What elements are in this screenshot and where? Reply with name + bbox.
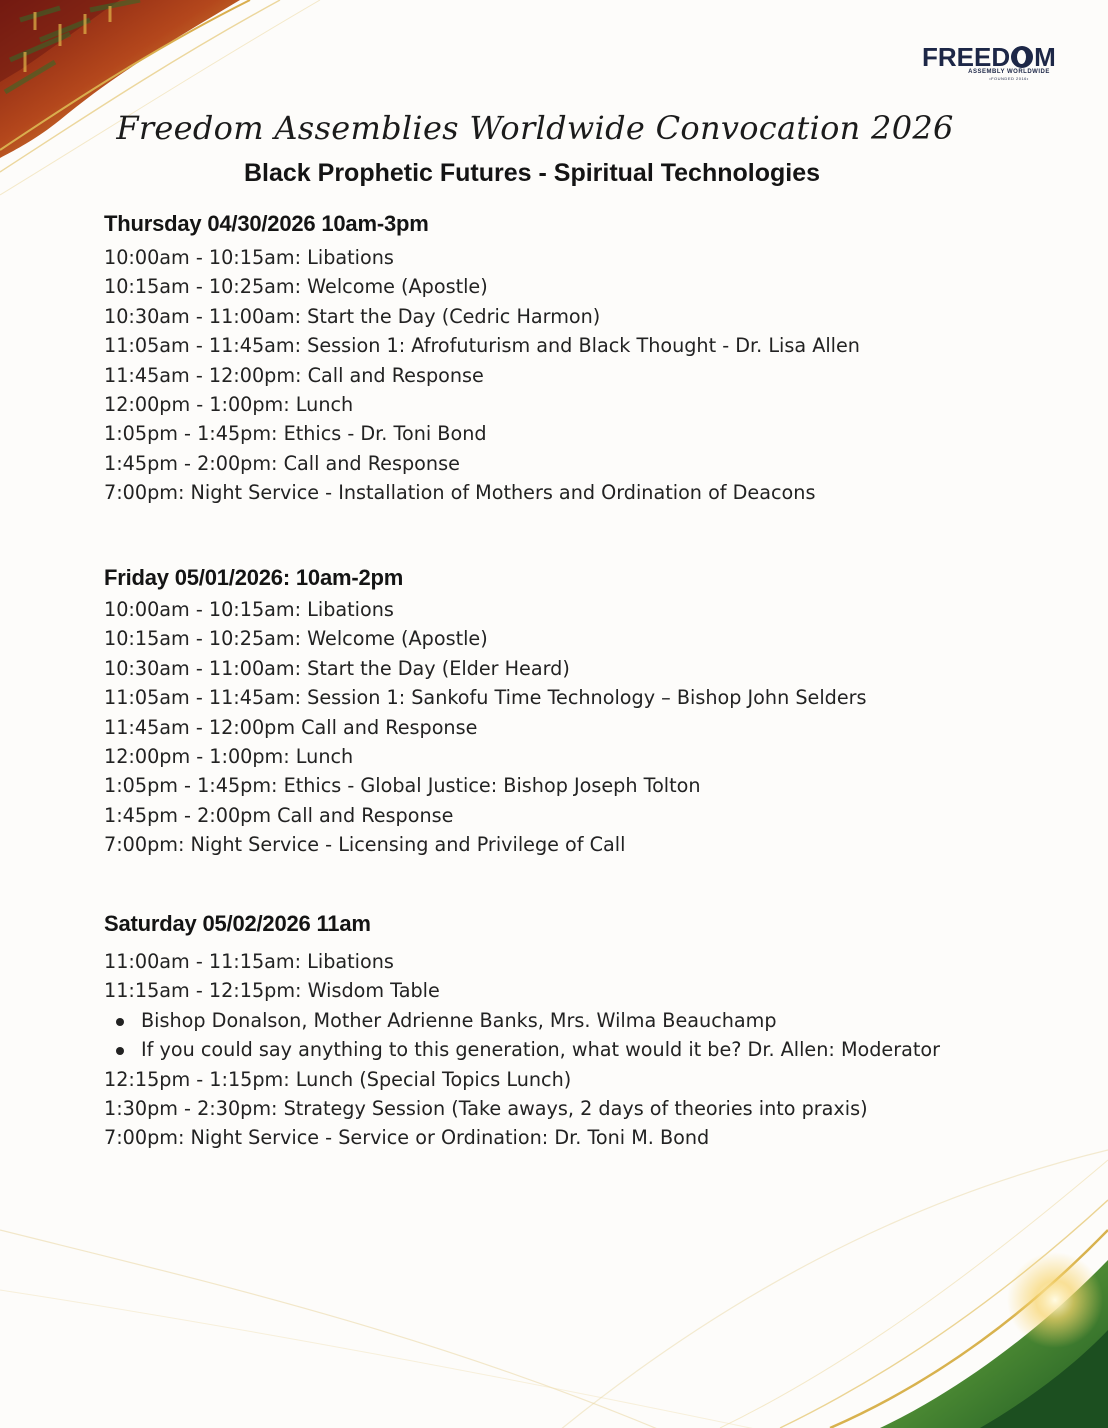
schedule-item: 1:05pm - 1:45pm: Ethics - Global Justice: Bishop Joseph Tolton <box>104 774 701 798</box>
schedule-item: 10:00am - 10:15am: Libations <box>104 246 394 269</box>
logo-wordmark <box>922 42 1056 72</box>
schedule-item: 10:30am - 11:00am: Start the Day (Elder Heard) <box>104 656 570 680</box>
day-heading-thursday: Thursday 04/30/2026 10am-3pm <box>104 211 429 236</box>
schedule-item: 12:00pm - 1:00pm: Lunch <box>104 745 354 769</box>
schedule-item: 11:05am - 11:45am: Session 1: Afrofuturism and Black Thought - Dr. Lisa Allen <box>104 334 860 358</box>
schedule-item: 7:00pm: Night Service - Service or Ordination: Dr. Toni M. Bond <box>104 1126 710 1150</box>
schedule-item: 1:45pm - 2:00pm Call and Response <box>104 803 454 827</box>
schedule-item: 10:30am - 11:00am: Start the Day (Cedric Harmon) <box>104 304 601 328</box>
schedule-item: 10:15am - 10:25am: Welcome (Apostle) <box>104 275 488 299</box>
globe-icon <box>1011 46 1033 68</box>
page-subtitle: Black Prophetic Futures - Spiritual Technologies <box>243 159 821 187</box>
schedule-list-thursday <box>104 243 860 508</box>
schedule-list-friday <box>104 595 867 860</box>
freedom-logo <box>922 42 1068 82</box>
logo-wordmark-end: M <box>1034 42 1056 72</box>
page-title: Freedom Assemblies Worldwide Convocation 2026 <box>116 109 954 147</box>
logo-wordmark-start: FREED <box>922 42 1011 72</box>
schedule-item: 11:45am - 12:00pm: Call and Response <box>104 363 484 387</box>
schedule-item: 11:00am - 11:15am: Libations <box>104 950 394 973</box>
day-heading-friday: Friday 05/01/2026: 10am-2pm <box>104 565 404 590</box>
day-heading-saturday: Saturday 05/02/2026 11am <box>104 911 371 936</box>
schedule-item: 11:45am - 12:00pm Call and Response <box>104 715 478 739</box>
bottom-right-kente-corner <box>720 1160 1108 1428</box>
schedule-item: 1:30pm - 2:30pm: Strategy Session (Take aways, 2 days of theories into praxis) <box>104 1097 868 1121</box>
bullet-item: If you could say anything to this generation, what would it be? Dr. Allen: Moderator <box>104 1035 940 1064</box>
schedule-item: 10:00am - 10:15am: Libations <box>104 598 394 621</box>
logo-tagline: ASSEMBLY WORLDWIDE <box>968 69 1050 75</box>
schedule-item: 11:05am - 11:45am: Session 1: Sankofu Time Technology – Bishop John Selders <box>104 686 867 710</box>
schedule-item: 7:00pm: Night Service - Licensing and Privilege of Call <box>104 833 626 857</box>
schedule-item: 7:00pm: Night Service - Installation of Mothers and Ordination of Deacons <box>104 481 816 505</box>
bullet-item: Bishop Donalson, Mother Adrienne Banks, Mrs. Wilma Beauchamp <box>104 1006 940 1035</box>
schedule-item: 10:15am - 10:25am: Welcome (Apostle) <box>104 627 488 651</box>
schedule-item: 1:05pm - 1:45pm: Ethics - Dr. Toni Bond <box>104 422 487 446</box>
schedule-item: 12:00pm - 1:00pm: Lunch <box>104 393 354 417</box>
schedule-item: 11:15am - 12:15pm: Wisdom Table <box>104 979 440 1003</box>
logo-founded: •FOUNDED 2016• <box>989 76 1029 81</box>
schedule-list-saturday <box>104 947 940 1153</box>
schedule-item: 1:45pm - 2:00pm: Call and Response <box>104 451 460 475</box>
schedule-item: 12:15pm - 1:15pm: Lunch (Special Topics Lunch) <box>104 1067 572 1091</box>
